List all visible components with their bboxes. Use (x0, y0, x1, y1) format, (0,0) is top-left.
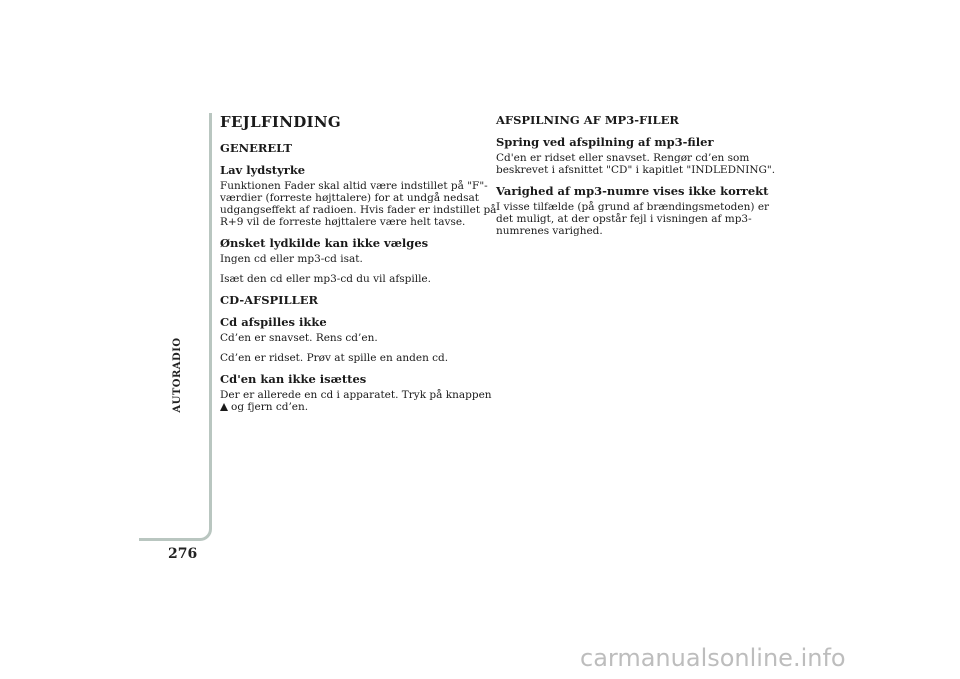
item-text-cd-isaettes-a: Der er allerede en cd i apparatet. Tryk på knappen (220, 389, 492, 401)
item-text-spring-mp3: Cd'en er ridset eller snavset. Rengør cd’en som beskrevet i afsnittet "CD" i kapitlet "INDLEDNING". (496, 152, 776, 176)
item-heading-varighed-mp3: Varighed af mp3-numre vises ikke korrekt (496, 184, 769, 198)
section-heading-generelt: GENERELT (220, 141, 292, 155)
item-heading-lydkilde: Ønsket lydkilde kan ikke vælges (220, 236, 429, 250)
item-text-cd-isaettes-b: og fjern cd’en. (231, 401, 309, 413)
item-text-lav-lydstyrke: Funktionen Fader skal altid være indstillet på "F"-værdier (forreste højttalere) for at undgå nedsat udgangseffekt af radioen. Hvis fader er indstillet på R+9 vil de forreste højttalere være helt tavse. (220, 180, 497, 228)
item-text-cd-isaettes (220, 389, 502, 413)
item-text-lydkilde-2: Isæt den cd eller mp3-cd du vil afspille. (220, 273, 431, 285)
item-text-lydkilde-1: Ingen cd eller mp3-cd isat. (220, 253, 363, 265)
left-column (220, 113, 502, 421)
section-heading-cd-afspiller: CD-AFSPILLER (220, 293, 319, 307)
section-heading-mp3: AFSPILNING AF MP3-FILER (496, 113, 679, 127)
item-text-cd-ridset: Cd’en er ridset. Prøv at spille en anden cd. (220, 352, 449, 364)
eject-icon (220, 403, 228, 411)
chapter-side-label: AUTORADIO (172, 337, 183, 413)
page-title: FEJLFINDING (220, 113, 341, 131)
watermark: carmanualsonline.info (580, 644, 846, 672)
item-heading-spring-mp3: Spring ved afspilning af mp3-filer (496, 135, 714, 149)
right-column (496, 113, 786, 245)
item-heading-cd-kan-ikke-isaettes: Cd'en kan ikke isættes (220, 372, 367, 386)
item-text-varighed-mp3: I visse tilfælde (på grund af brændingsmetoden) er det muligt, at der opstår fejl i visningen af mp3-numrenes varighed. (496, 201, 770, 237)
item-heading-lav-lydstyrke: Lav lydstyrke (220, 163, 306, 177)
page-number: 276 (168, 546, 198, 562)
item-text-cd-snavset: Cd’en er snavset. Rens cd’en. (220, 332, 378, 344)
item-heading-cd-afspilles-ikke: Cd afspilles ikke (220, 315, 327, 329)
